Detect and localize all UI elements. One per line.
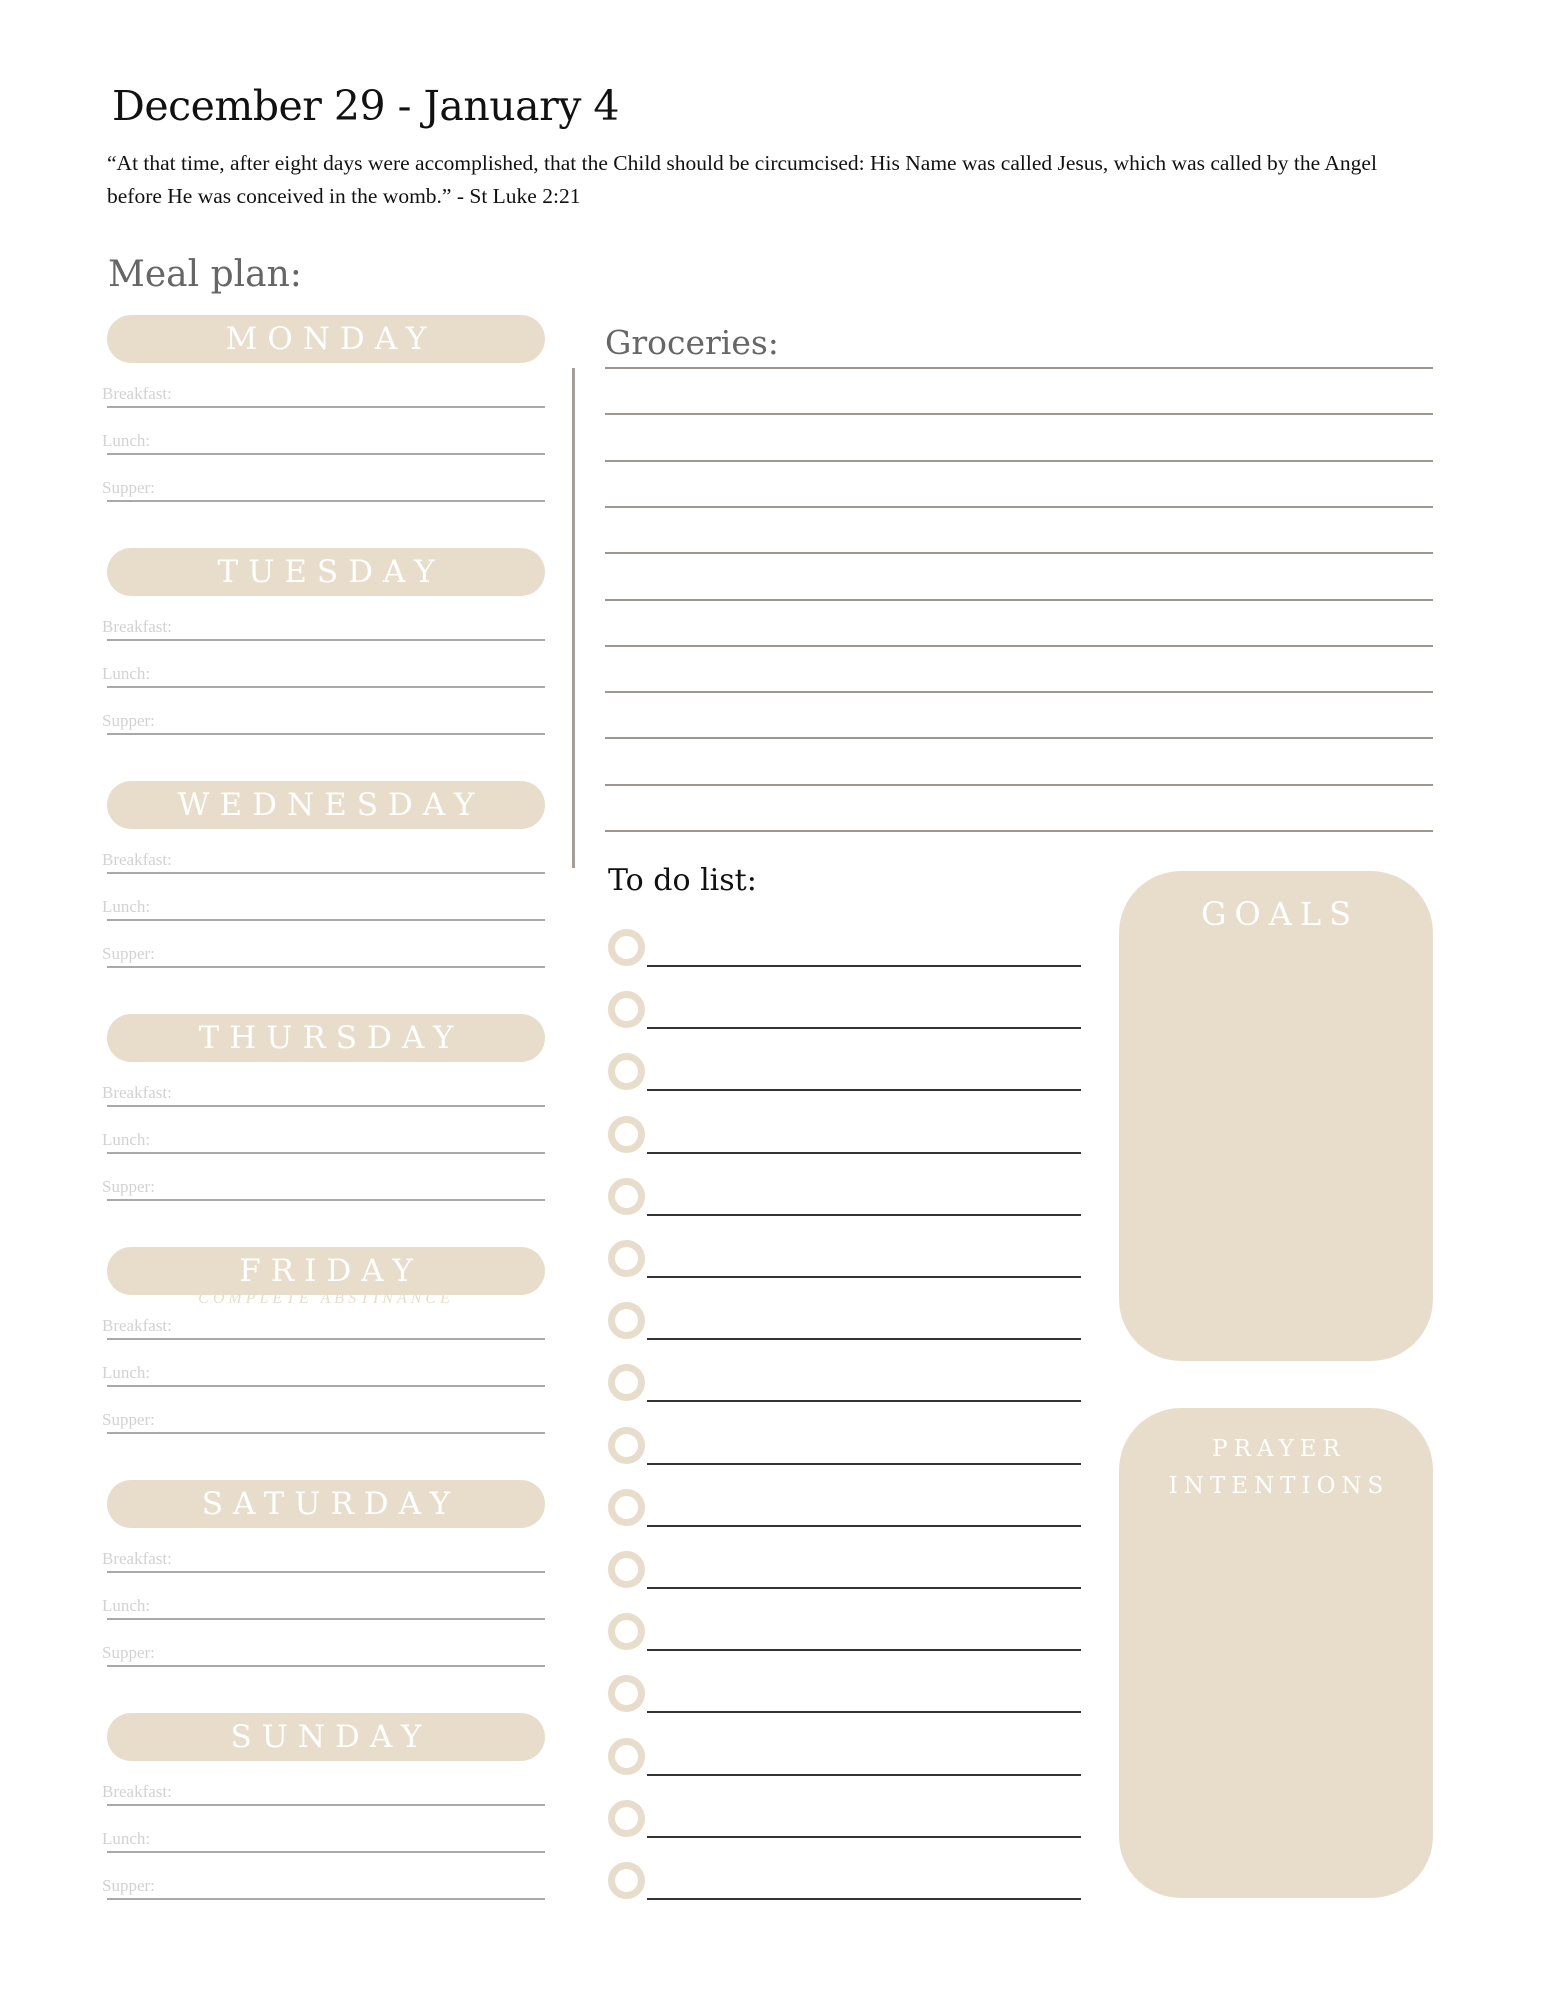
grocery-line[interactable]: [605, 413, 1433, 415]
meal-label-supper: Supper:: [102, 711, 155, 730]
meal-entry-line-lunch[interactable]: [107, 686, 545, 688]
grocery-line[interactable]: [605, 460, 1433, 462]
meal-entry-line-lunch[interactable]: [107, 1618, 545, 1620]
grocery-line[interactable]: [605, 367, 1433, 369]
grocery-line[interactable]: [605, 784, 1433, 786]
meal-entry-line-supper[interactable]: [107, 733, 545, 735]
meal-entry-line-supper[interactable]: [107, 1898, 545, 1900]
todo-checkbox-icon[interactable]: [608, 929, 645, 966]
grocery-line[interactable]: [605, 645, 1433, 647]
meal-entry-line-breakfast[interactable]: [107, 872, 545, 874]
meal-entry-line-breakfast[interactable]: [107, 1105, 545, 1107]
meal-label-lunch: Lunch:: [102, 1363, 151, 1382]
meal-label-supper: Supper:: [102, 1643, 155, 1662]
todo-entry-line[interactable]: [647, 1214, 1081, 1216]
meal-label-breakfast: Breakfast:: [102, 850, 172, 869]
meal-entry-line-supper[interactable]: [107, 1665, 545, 1667]
goals-box[interactable]: [1119, 871, 1433, 1361]
meal-label-lunch: Lunch:: [102, 664, 151, 683]
todo-entry-line[interactable]: [647, 1649, 1081, 1651]
todo-entry-line[interactable]: [647, 1836, 1081, 1838]
meal-label-lunch: Lunch:: [102, 897, 151, 916]
day-header-thursday: THURSDAY: [107, 1014, 545, 1062]
meal-label-breakfast: Breakfast:: [102, 617, 172, 636]
todo-checkbox-icon[interactable]: [608, 1364, 645, 1401]
meal-entry-line-lunch[interactable]: [107, 919, 545, 921]
todo-checkbox-icon[interactable]: [608, 1489, 645, 1526]
todo-entry-line[interactable]: [647, 1027, 1081, 1029]
meal-label-lunch: Lunch:: [102, 431, 151, 450]
todo-entry-line[interactable]: [647, 1898, 1081, 1900]
prayer-title-line2: INTENTIONS: [1168, 1473, 1390, 1499]
meal-label-lunch: Lunch:: [102, 1596, 151, 1615]
meal-entry-line-supper[interactable]: [107, 1199, 545, 1201]
todo-checkbox-icon[interactable]: [608, 1302, 645, 1339]
meal-entry-line-breakfast[interactable]: [107, 639, 545, 641]
todo-checkbox-icon[interactable]: [608, 991, 645, 1028]
todo-checkbox-icon[interactable]: [608, 1738, 645, 1775]
todo-checkbox-icon[interactable]: [608, 1800, 645, 1837]
todo-checkbox-icon[interactable]: [608, 1053, 645, 1090]
todo-checkbox-icon[interactable]: [608, 1116, 645, 1153]
day-note-friday: COMPLETE ABSTINANCE: [198, 1290, 454, 1307]
todo-checkbox-icon[interactable]: [608, 1613, 645, 1650]
meal-label-breakfast: Breakfast:: [102, 1782, 172, 1801]
grocery-line[interactable]: [605, 599, 1433, 601]
grocery-line[interactable]: [605, 737, 1433, 739]
day-header-wednesday: WEDNESDAY: [107, 781, 545, 829]
todo-checkbox-icon[interactable]: [608, 1551, 645, 1588]
meal-label-supper: Supper:: [102, 1177, 155, 1196]
todo-checkbox-icon[interactable]: [608, 1675, 645, 1712]
meal-label-breakfast: Breakfast:: [102, 1316, 172, 1335]
groceries-heading: Groceries:: [605, 323, 779, 362]
meal-entry-line-breakfast[interactable]: [107, 406, 545, 408]
meal-label-breakfast: Breakfast:: [102, 384, 172, 403]
day-header-sunday: SUNDAY: [107, 1713, 545, 1761]
column-divider: [572, 368, 575, 868]
todo-entry-line[interactable]: [647, 1089, 1081, 1091]
page-title: December 29 - January 4: [112, 82, 619, 130]
todo-entry-line[interactable]: [647, 1711, 1081, 1713]
meal-entry-line-supper[interactable]: [107, 966, 545, 968]
todo-heading: To do list:: [608, 863, 757, 898]
todo-entry-line[interactable]: [647, 1525, 1081, 1527]
todo-entry-line[interactable]: [647, 1276, 1081, 1278]
day-header-tuesday: TUESDAY: [107, 548, 545, 596]
todo-checkbox-icon[interactable]: [608, 1862, 645, 1899]
prayer-title-line1: PRAYER: [1212, 1436, 1346, 1462]
prayer-intentions-title: [1119, 1431, 1433, 1505]
meal-entry-line-supper[interactable]: [107, 1432, 545, 1434]
meal-entry-line-lunch[interactable]: [107, 1152, 545, 1154]
todo-entry-line[interactable]: [647, 1338, 1081, 1340]
grocery-line[interactable]: [605, 691, 1433, 693]
meal-label-supper: Supper:: [102, 1876, 155, 1895]
todo-checkbox-icon[interactable]: [608, 1427, 645, 1464]
meal-entry-line-supper[interactable]: [107, 500, 545, 502]
meal-entry-line-breakfast[interactable]: [107, 1571, 545, 1573]
meal-entry-line-lunch[interactable]: [107, 1385, 545, 1387]
meal-label-breakfast: Breakfast:: [102, 1083, 172, 1102]
meal-label-supper: Supper:: [102, 944, 155, 963]
scripture-quote: “At that time, after eight days were accomplished, that the Child should be circumcised: His Name was called Jesus, which was called by the Angel before He was conceived in the womb.” - St Luke 2:21: [107, 151, 1377, 208]
todo-entry-line[interactable]: [647, 1400, 1081, 1402]
grocery-line[interactable]: [605, 552, 1433, 554]
todo-entry-line[interactable]: [647, 1463, 1081, 1465]
meal-plan-heading: Meal plan:: [108, 254, 302, 295]
goals-title: GOALS: [1200, 895, 1360, 933]
todo-checkbox-icon[interactable]: [608, 1178, 645, 1215]
meal-entry-line-lunch[interactable]: [107, 1851, 545, 1853]
todo-entry-line[interactable]: [647, 965, 1081, 967]
meal-label-lunch: Lunch:: [102, 1829, 151, 1848]
todo-entry-line[interactable]: [647, 1774, 1081, 1776]
day-header-monday: MONDAY: [107, 315, 545, 363]
meal-label-supper: Supper:: [102, 478, 155, 497]
todo-entry-line[interactable]: [647, 1587, 1081, 1589]
meal-label-breakfast: Breakfast:: [102, 1549, 172, 1568]
day-header-friday: FRIDAY: [107, 1247, 545, 1295]
meal-entry-line-breakfast[interactable]: [107, 1804, 545, 1806]
meal-label-lunch: Lunch:: [102, 1130, 151, 1149]
todo-entry-line[interactable]: [647, 1152, 1081, 1154]
grocery-line[interactable]: [605, 830, 1433, 832]
meal-label-supper: Supper:: [102, 1410, 155, 1429]
prayer-intentions-box[interactable]: [1119, 1408, 1433, 1898]
meal-entry-line-lunch[interactable]: [107, 453, 545, 455]
todo-checkbox-icon[interactable]: [608, 1240, 645, 1277]
grocery-line[interactable]: [605, 506, 1433, 508]
meal-entry-line-breakfast[interactable]: [107, 1338, 545, 1340]
day-header-saturday: SATURDAY: [107, 1480, 545, 1528]
